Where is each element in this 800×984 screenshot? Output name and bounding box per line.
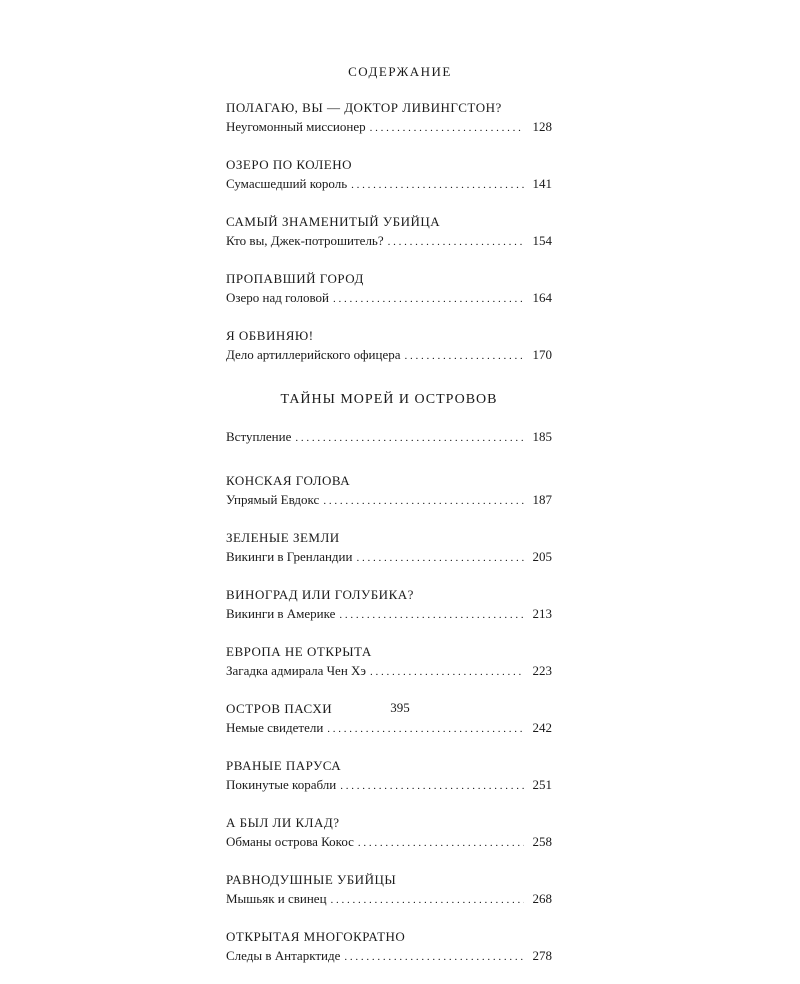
- toc-line[interactable]: [226, 661, 552, 682]
- toc-line[interactable]: [226, 775, 552, 796]
- toc-line[interactable]: [226, 174, 552, 195]
- toc-line[interactable]: [226, 231, 552, 252]
- chapter-heading: КОНСКАЯ ГОЛОВА: [226, 473, 351, 488]
- dot-leader: [344, 948, 524, 967]
- chapter-heading: САМЫЙ ЗНАМЕНИТЫЙ УБИЙЦА: [226, 214, 441, 229]
- chapter-heading: ОЗЕРО ПО КОЛЕНО: [226, 157, 353, 172]
- toc-entry: [226, 642, 552, 682]
- toc-entry: [226, 585, 552, 625]
- page-number: 185: [532, 429, 552, 444]
- toc-entry: [226, 269, 552, 309]
- chapter-title: Покинутые корабли: [226, 777, 337, 792]
- toc-group-2: [226, 427, 552, 967]
- chapter-title: Викинги в Америке: [226, 606, 336, 621]
- dot-leader: [370, 663, 524, 682]
- page-number: 213: [532, 606, 552, 621]
- dot-leader: [295, 429, 524, 448]
- page-number: 154: [532, 233, 552, 248]
- toc-line[interactable]: [226, 604, 552, 625]
- toc-line[interactable]: [226, 889, 552, 910]
- toc-line[interactable]: [226, 547, 552, 568]
- toc-line[interactable]: [226, 832, 552, 853]
- chapter-heading: Я ОБВИНЯЮ!: [226, 328, 314, 343]
- toc-entry: [226, 212, 552, 252]
- page-number: 242: [532, 720, 552, 735]
- dot-leader: [388, 233, 524, 252]
- dot-leader: [333, 290, 524, 309]
- toc-group-1: [226, 98, 552, 366]
- toc-line[interactable]: [226, 490, 552, 511]
- chapter-heading: ЕВРОПА НЕ ОТКРЫТА: [226, 644, 372, 659]
- page-number: 268: [532, 891, 552, 906]
- dot-leader: [356, 549, 524, 568]
- chapter-title: Сумасшедший король: [226, 176, 348, 191]
- toc-entry: [226, 471, 552, 511]
- chapter-title: Кто вы, Джек-потрошитель?: [226, 233, 384, 248]
- chapter-heading: ОТКРЫТАЯ МНОГОКРАТНО: [226, 929, 406, 944]
- toc-entry: [226, 870, 552, 910]
- dot-leader: [351, 176, 524, 195]
- chapter-heading: ОСТРОВ ПАСХИ: [226, 701, 333, 716]
- page-number: 170: [532, 347, 552, 362]
- toc-line[interactable]: [226, 117, 552, 138]
- chapter-title: Дело артиллерийского офицера: [226, 347, 401, 362]
- toc-entry: [226, 98, 552, 138]
- toc-entry-intro: [226, 427, 552, 448]
- toc-line[interactable]: [226, 427, 552, 448]
- page-number: 187: [532, 492, 552, 507]
- chapter-heading: ПОЛАГАЮ, ВЫ — ДОКТОР ЛИВИНГСТОН?: [226, 100, 502, 115]
- chapter-title: Загадка адмирала Чен Хэ: [226, 663, 366, 678]
- page-number: 278: [532, 948, 552, 963]
- dot-leader: [370, 119, 524, 138]
- page-number-footer: 395: [390, 700, 410, 715]
- page-number: 223: [532, 663, 552, 678]
- chapter-heading: РАВНОДУШНЫЕ УБИЙЦЫ: [226, 872, 397, 887]
- dot-leader: [340, 777, 524, 796]
- dot-leader: [331, 891, 524, 910]
- page-number: 251: [532, 777, 552, 792]
- chapter-title: Вступление: [226, 429, 292, 444]
- chapter-title: Викинги в Гренландии: [226, 549, 353, 564]
- page-number: 164: [532, 290, 552, 305]
- toc-entry: [226, 927, 552, 967]
- dot-leader: [323, 492, 524, 511]
- dot-leader: [339, 606, 524, 625]
- table-of-contents: [226, 98, 552, 984]
- chapter-title: Мышьяк и свинец: [226, 891, 327, 906]
- page-number: 258: [532, 834, 552, 849]
- chapter-heading: ВИНОГРАД ИЛИ ГОЛУБИКА?: [226, 587, 414, 602]
- toc-line[interactable]: [226, 718, 552, 739]
- toc-entry: [226, 528, 552, 568]
- page-number: 205: [532, 549, 552, 564]
- chapter-title: Упрямый Евдокс: [226, 492, 320, 507]
- dot-leader: [358, 834, 524, 853]
- toc-line[interactable]: [226, 946, 552, 967]
- toc-entry: [226, 155, 552, 195]
- chapter-heading: А БЫЛ ЛИ КЛАД?: [226, 815, 340, 830]
- chapter-title: Немые свидетели: [226, 720, 324, 735]
- section-title: ТАЙНЫ МОРЕЙ И ОСТРОВОВ: [280, 392, 498, 407]
- chapter-heading: РВАНЫЕ ПАРУСА: [226, 758, 342, 773]
- page-number: 128: [532, 119, 552, 134]
- chapter-title: Неугомонный миссионер: [226, 119, 366, 134]
- page-title: СОДЕРЖАНИЕ: [348, 64, 452, 79]
- dot-leader: [327, 720, 524, 739]
- chapter-heading: ЗЕЛЕНЫЕ ЗЕМЛИ: [226, 530, 340, 545]
- page-number: 141: [532, 176, 552, 191]
- toc-line[interactable]: [226, 345, 552, 366]
- toc-entry: [226, 813, 552, 853]
- chapter-title: Следы в Антарктиде: [226, 948, 341, 963]
- chapter-title: Озеро над головой: [226, 290, 329, 305]
- toc-entry: [226, 326, 552, 366]
- toc-line[interactable]: [226, 288, 552, 309]
- dot-leader: [405, 347, 525, 366]
- chapter-heading: ПРОПАВШИЙ ГОРОД: [226, 271, 364, 286]
- toc-entry: [226, 756, 552, 796]
- chapter-title: Обманы острова Кокос: [226, 834, 354, 849]
